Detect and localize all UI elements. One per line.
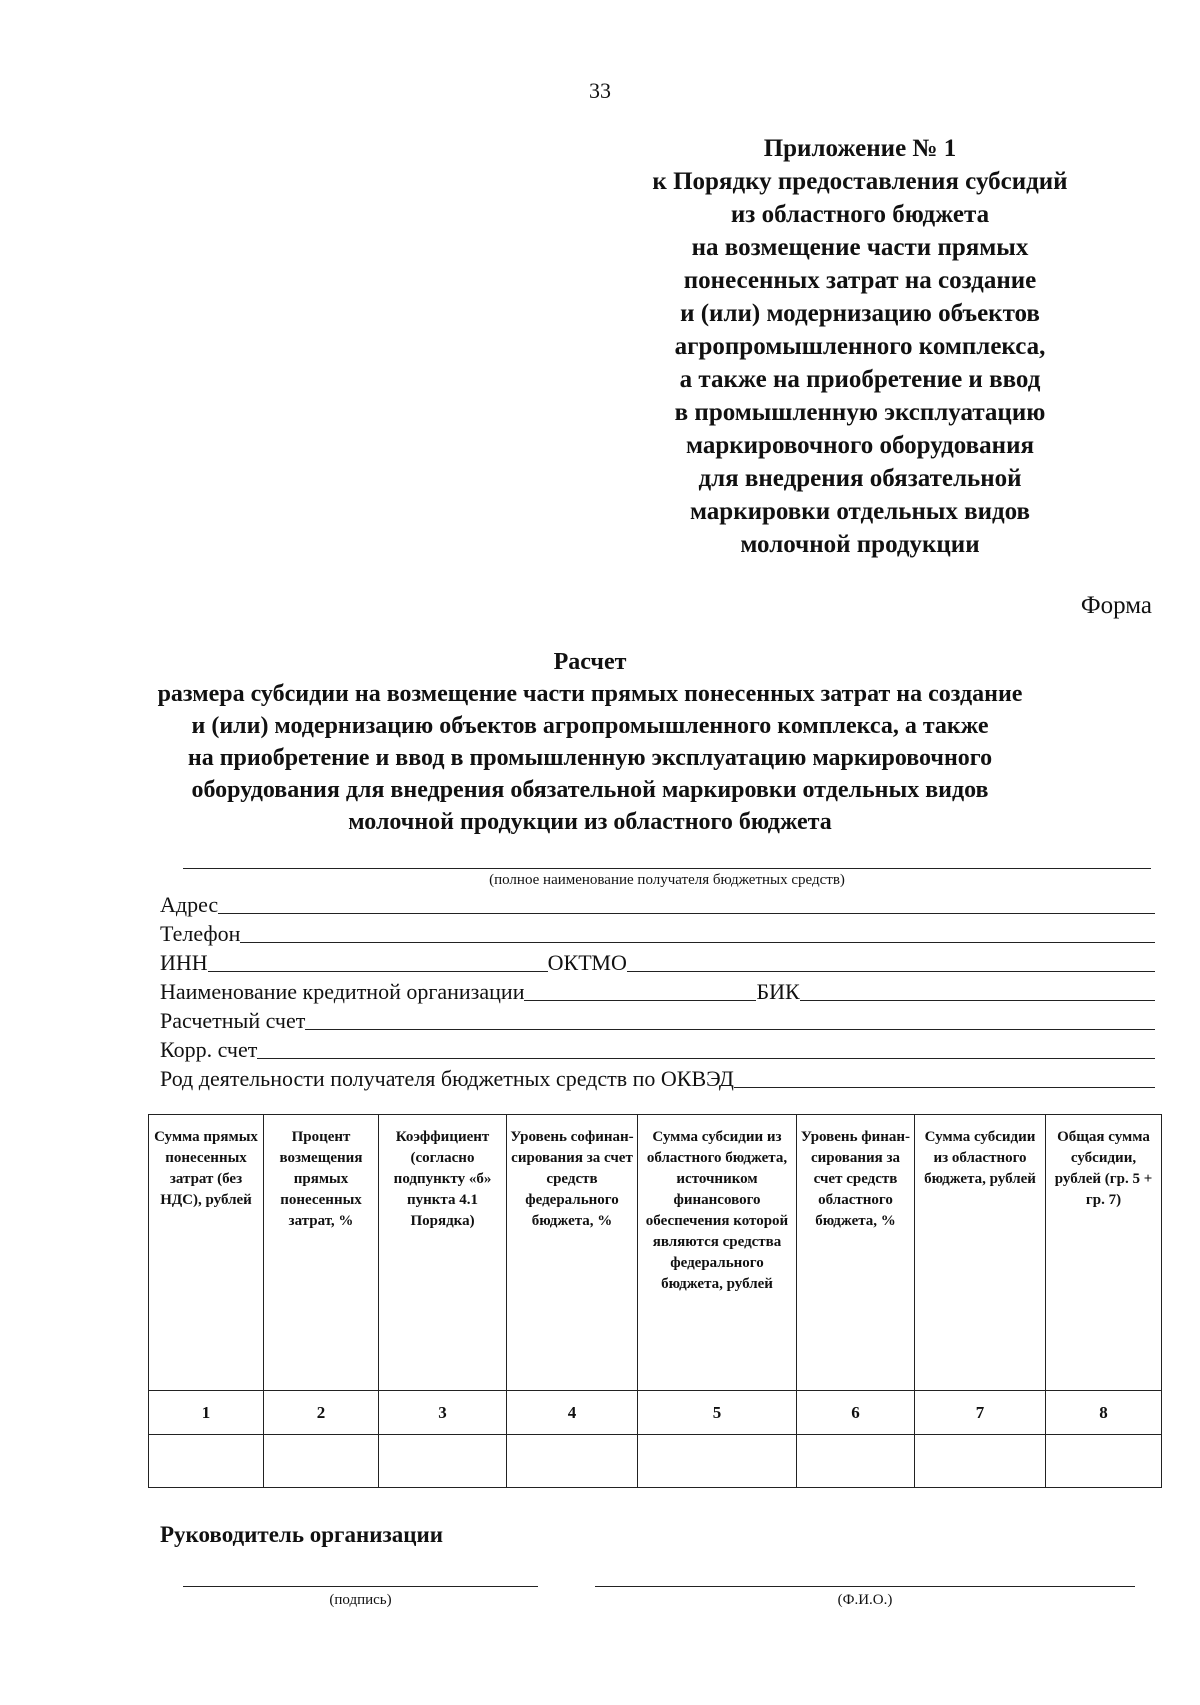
appendix-line: в промышленную эксплуатацию: [674, 399, 1046, 426]
table-data-row: [149, 1435, 1162, 1488]
manager-label: Руководитель организации: [160, 1522, 443, 1547]
page-number: 33: [589, 78, 611, 103]
table-header-cell: Процент возмещения прямых понесенных затрат, %: [264, 1115, 379, 1391]
data-cell-federal-cofinancing[interactable]: [507, 1435, 638, 1488]
calculation-table: [148, 1114, 1162, 1488]
appendix-line: из областного бюджета: [730, 201, 990, 228]
column-number-cell: 8: [1046, 1391, 1162, 1435]
appendix-line: для внедрения обязательной: [698, 465, 1022, 492]
calculation-subtitle-line: молочной продукции из областного бюджета: [348, 809, 832, 835]
corr-account-field[interactable]: [257, 1036, 1155, 1059]
signature-caption: (подпись): [329, 1592, 392, 1608]
recipient-caption: (полное наименование получателя бюджетных средств): [489, 872, 845, 888]
appendix-line: Приложение № 1: [763, 135, 957, 162]
calculation-title: Расчет: [553, 649, 627, 675]
appendix-line: а также на приобретение и ввод: [679, 366, 1041, 393]
data-cell-total-costs[interactable]: [149, 1435, 264, 1488]
table-header-cell: Коэффициент (согласно подпункту «б» пункта 4.1 Порядка): [379, 1115, 507, 1391]
account-label: Расчетный счет: [160, 1008, 306, 1033]
form-label: Форма: [1080, 592, 1152, 619]
data-cell-regional-financing[interactable]: [797, 1435, 915, 1488]
inn-row: [160, 947, 1155, 976]
account-field[interactable]: [305, 1007, 1155, 1030]
recipient-name-line[interactable]: [183, 868, 1151, 869]
column-number-cell: 7: [915, 1391, 1046, 1435]
column-number-cell: 1: [149, 1391, 264, 1435]
address-row: [160, 889, 1155, 918]
appendix-line: маркировочного оборудования: [685, 432, 1035, 459]
inn-label: ИНН: [160, 950, 208, 975]
oktmo-label: ОКТМО: [547, 950, 627, 975]
bank-row: [160, 976, 1155, 1005]
data-cell-regional-subsidy[interactable]: [915, 1435, 1046, 1488]
appendix-line: к Порядку предоставления субсидий: [652, 168, 1068, 195]
calculation-subtitle-line: и (или) модернизацию объектов агропромышленного комплекса, а также: [191, 713, 989, 739]
inn-field[interactable]: [208, 949, 548, 972]
calculation-subtitle-line: оборудования для внедрения обязательной маркировки отдельных видов: [191, 777, 989, 803]
bik-label: БИК: [756, 979, 800, 1004]
table-header-cell: Уровень финан-сирования за счет средств областного бюджета, %: [797, 1115, 915, 1391]
calculation-title-block: [150, 646, 1030, 838]
bik-field[interactable]: [800, 978, 1155, 1001]
bank-name-label: Наименование кредитной организации: [160, 979, 525, 1004]
column-number-cell: 6: [797, 1391, 915, 1435]
table-header-cell: Общая сумма субсидии, рублей (гр. 5 + гр. 7): [1046, 1115, 1162, 1391]
data-cell-reimbursement-percent[interactable]: [264, 1435, 379, 1488]
bank-name-field[interactable]: [524, 978, 756, 1001]
table-header-cell: Сумма субсидии из областного бюджета, источником финансового обеспечения которой являются средства федерального бюджета, рублей: [638, 1115, 797, 1391]
appendix-line: на возмещение части прямых: [691, 234, 1029, 261]
table-header-cell: Сумма прямых понесенных затрат (без НДС), рублей: [149, 1115, 264, 1391]
appendix-line: агропромышленного комплекса,: [674, 333, 1046, 360]
corr-account-label: Корр. счет: [160, 1037, 258, 1062]
address-label: Адрес: [160, 892, 219, 917]
appendix-line: маркировки отдельных видов: [689, 498, 1031, 525]
column-number-cell: 4: [507, 1391, 638, 1435]
data-cell-total-subsidy[interactable]: [1046, 1435, 1162, 1488]
appendix-line: понесенных затрат на создание: [683, 267, 1037, 294]
fio-line[interactable]: [595, 1586, 1135, 1587]
activity-row: [160, 1063, 1155, 1092]
phone-label: Телефон: [160, 921, 241, 946]
appendix-line: и (или) модернизацию объектов: [680, 300, 1040, 327]
appendix-line: молочной продукции: [740, 531, 980, 558]
phone-row: [160, 918, 1155, 947]
requisites-fields: [160, 889, 1155, 1092]
table-number-row: [149, 1391, 1162, 1435]
data-cell-federal-subsidy[interactable]: [638, 1435, 797, 1488]
phone-field[interactable]: [240, 920, 1155, 943]
fio-caption: (Ф.И.О.): [837, 1592, 893, 1608]
activity-label: Род деятельности получателя бюджетных средств по ОКВЭД: [160, 1066, 734, 1091]
column-number-cell: 5: [638, 1391, 797, 1435]
calculation-subtitle-line: на приобретение и ввод в промышленную эксплуатацию маркировочного: [187, 745, 993, 771]
table-header-row: [149, 1115, 1162, 1391]
oktmo-field[interactable]: [627, 949, 1155, 972]
address-field[interactable]: [218, 891, 1155, 914]
signature-line[interactable]: [183, 1586, 538, 1587]
table-header-cell: Сумма субсидии из областного бюджета, рублей: [915, 1115, 1046, 1391]
table-header-cell: Уровень софинан-сирования за счет средств федерального бюджета, %: [507, 1115, 638, 1391]
account-row: [160, 1005, 1155, 1034]
column-number-cell: 2: [264, 1391, 379, 1435]
corr-account-row: [160, 1034, 1155, 1063]
appendix-header: [640, 132, 1080, 561]
data-cell-coefficient[interactable]: [379, 1435, 507, 1488]
calculation-subtitle-line: размера субсидии на возмещение части прямых понесенных затрат на создание: [157, 681, 1023, 707]
column-number-cell: 3: [379, 1391, 507, 1435]
activity-field[interactable]: [734, 1065, 1155, 1088]
